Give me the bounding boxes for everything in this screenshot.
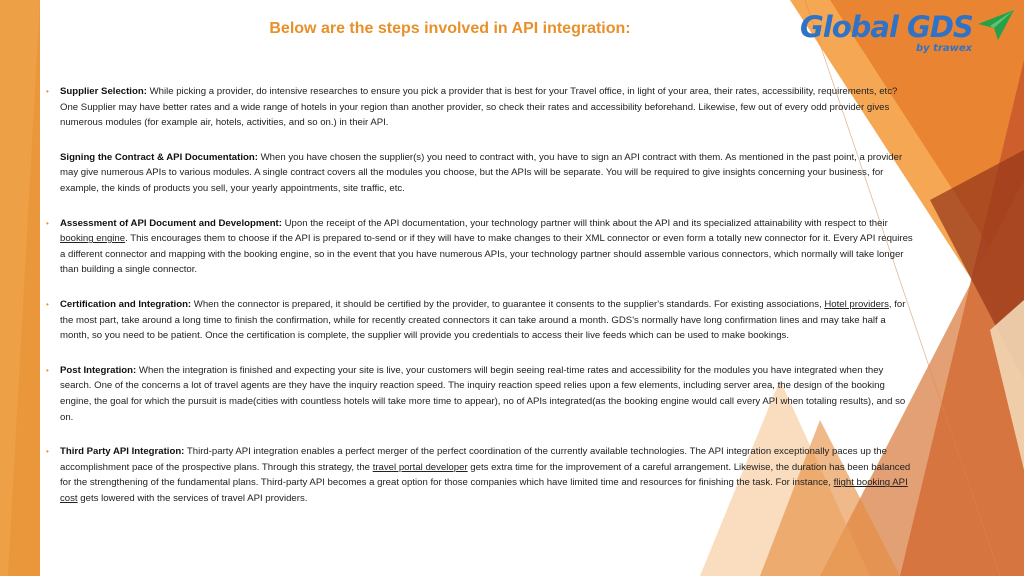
global-gds-logo	[800, 8, 1020, 60]
step-heading: Supplier Selection:	[60, 86, 147, 97]
flight-booking-api-cost-link[interactable]: flight booking API cost	[60, 477, 908, 504]
paper-plane-icon	[976, 8, 1016, 42]
travel-portal-developer-link[interactable]: travel portal developer	[372, 461, 468, 473]
step-text: . This encourages them to choose if the API is prepared to-send or if they will have to make changes to their XML connector or even form a totally new connector for it. Every API requires a different connector and mapping with the booking engine, so in the event that you have numerous APIs, your technology partner should assemble various connectors, which normally will take longer than building a single connector.	[60, 233, 913, 276]
step-text: While picking a provider, do intensive researches to ensure you pick a provider that is best for your Travel office, in light of your area, their rates, accessibility, requirements, etc? One Supplier may have better rates and a wide range of hotels in your region than another provider, so check their rates and accessibility beforehand. Likewise, few out of every odd provider gives numerous modules (for example air, hotels, activities, and so on.) in their API.	[60, 86, 898, 129]
logo-text: Global GDS	[800, 10, 973, 44]
step-text: When the connector is prepared, it should be certified by the provider, to guarantee it consents to the supplier's standards. For existing associations,	[191, 298, 825, 310]
step-heading: Signing the Contract & API Documentation:	[60, 151, 258, 163]
booking-engine-link[interactable]: booking engine	[60, 233, 126, 245]
bullet-icon: •	[46, 87, 49, 96]
step-text: When you have chosen the supplier(s) you need to contract with, you have to sign an API contract with them. As mentioned in the past point, a provider may give numerous APIs to various modules. A single contract covers all the modules you choose, but the APIs will be separate. You will be required to give insights concerning your business, for example, the kinds of products you sell, your yearly appointments, site traffic, etc.	[60, 151, 903, 194]
list-item	[46, 84, 916, 131]
bullet-icon: •	[46, 218, 49, 228]
hotel-providers-link[interactable]: Hotel providers	[824, 298, 889, 310]
steps-list	[46, 84, 916, 525]
step-text: Third-party API integration enables a perfect merger of the perfect coordination of the currently available technologies. The API integration exceptionally paces up the accomplishment pace of the prospective plans. Through this strategy, the	[60, 446, 887, 473]
bullet-icon: •	[46, 299, 49, 309]
step-text: gets extra time for the improvement of a careful arrangement. Likewise, the duration has been balanced for the strengthening of the fundamental plans. Third-party API becomes a great option for those companies which have limited time and resources for finishing the task. For instance,	[60, 461, 911, 489]
list-item	[46, 444, 916, 506]
step-heading: Post Integration:	[60, 364, 137, 376]
list-item	[46, 150, 916, 197]
step-heading: Assessment of API Document and Development:	[60, 217, 282, 229]
step-text: Upon the receipt of the API documentation, your technology partner will think about the API and its specialized attainability with respect to their	[281, 217, 888, 229]
step-text: gets lowered with the services of travel API providers.	[77, 492, 308, 504]
bullet-icon: •	[46, 447, 49, 457]
page-title: Below are the steps involved in API integration:	[269, 20, 631, 37]
list-item	[46, 297, 916, 344]
step-text: When the integration is finished and expecting your site is live, your customers will begin seeing real-time rates and accessibility for the modules you have integrated when they search. One of the concerns a lot of travel agents are they have the inquiry reaction speed. The inquiry reaction speed relies upon a few elements, including server area, the design of the booking engine, the goal for which the pursuit is made(cities with countless hotels will take more time to appear), no of APIs integrated(as the booking engine would call every API when totaling results), and so on.	[60, 364, 906, 423]
step-heading: Certification and Integration:	[60, 298, 192, 310]
logo-subtext: by trawex	[916, 43, 973, 54]
step-heading: Third Party API Integration:	[60, 446, 185, 458]
list-item	[46, 363, 916, 425]
list-item	[46, 216, 916, 278]
step-text: , for the most part, take around a long time to finish the confirmation, while for recently created connectors it can take around a month. GDS's normally have long confirmation lines and may take half a month, so you need to be patient. Once the certification is complete, the supplier will provide you credentials to access their live feeds which can be used to make bookings.	[60, 298, 906, 342]
bullet-icon: •	[46, 365, 49, 375]
